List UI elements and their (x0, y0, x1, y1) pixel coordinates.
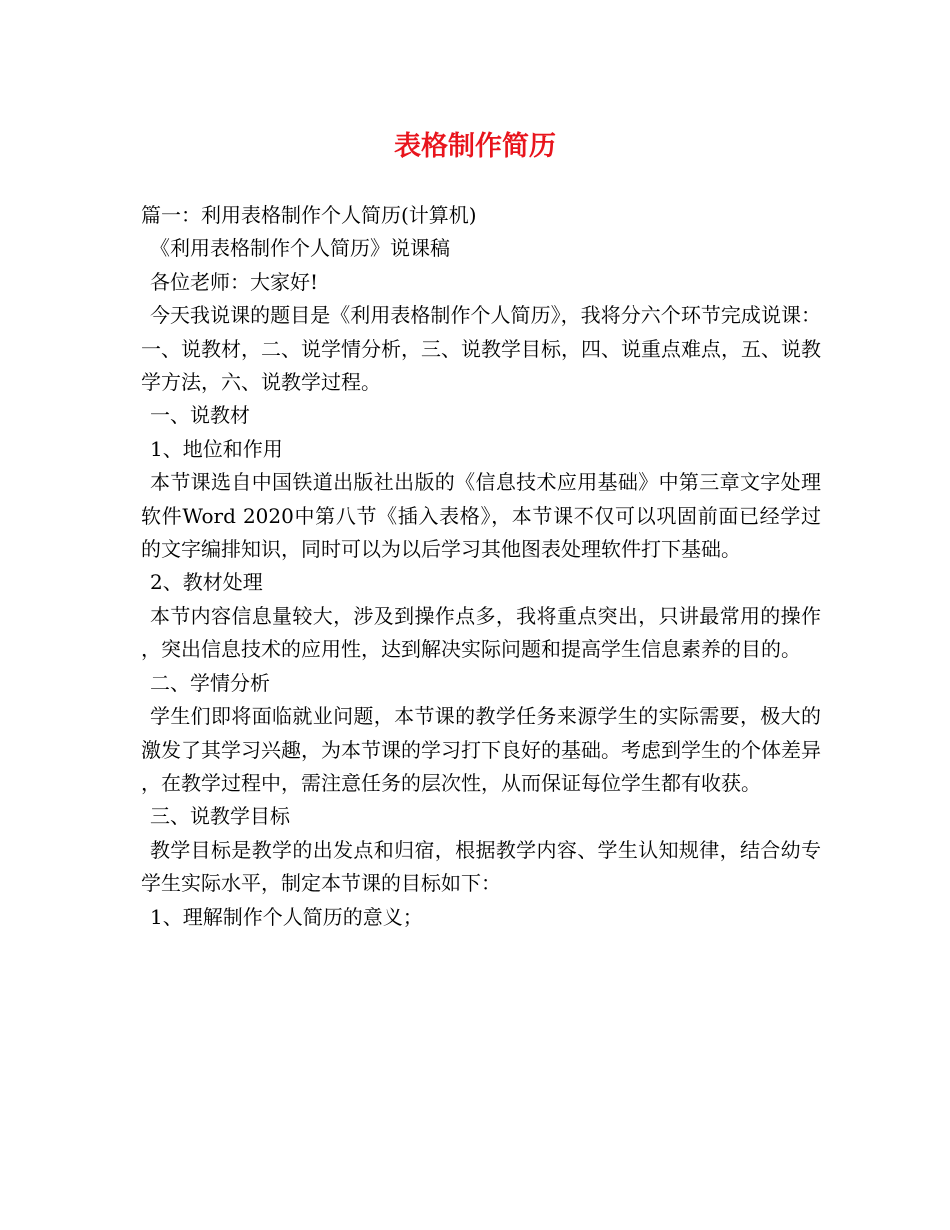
paragraph-lecture-title: 《利用表格制作个人简历》说课稿 (150, 236, 450, 261)
paragraph-material-handling: 本节内容信息量较大，涉及到操作点多，我将重点突出，只讲最常用的操作，突出信息技术的应用性，达到解决实际问题和提高学生信息素养的目的。 (141, 603, 821, 662)
heading-teaching-goals: 三、说教学目标 (150, 804, 290, 829)
paragraph-teaching-goals: 教学目标是教学的出发点和归宿，根据教学内容、学生认知规律，结合幼专学生实际水平，制定本节课的目标如下： (141, 837, 821, 896)
document-title: 表格制作简历 (394, 131, 556, 162)
subheading-position-role: 1、地位和作用 (150, 436, 283, 461)
paragraph-section-heading: 篇一：利用表格制作个人简历(计算机) (141, 203, 477, 227)
paragraph-greeting: 各位老师：大家好! (150, 269, 319, 294)
list-item-goal-1: 1、理解制作个人简历的意义； (150, 904, 423, 929)
paragraph-learner-analysis: 学生们即将面临就业问题，本节课的教学任务来源学生的实际需要，极大的激发了其学习兴趣，为本节课的学习打下良好的基础。考虑到学生的个体差异，在教学过程中，需注意任务的层次性，从而保证每位学生都有收获。 (141, 704, 821, 795)
document-body (141, 199, 821, 934)
subheading-material-handling: 2、教材处理 (150, 570, 263, 595)
heading-learner-analysis: 二、学情分析 (150, 670, 270, 695)
heading-teaching-material: 一、说教材 (150, 403, 250, 428)
paragraph-intro: 今天我说课的题目是《利用表格制作个人简历》，我将分六个环节完成说课：一、说教材，二、说学情分析，三、说教学目标，四、说重点难点，五、说教学方法，六、说教学过程。 (141, 303, 821, 395)
paragraph-position-role: 本节课选自中国铁道出版社出版的《信息技术应用基础》中第三章文字处理软件Word 2020中第八节《插入表格》，本节课不仅可以巩固前面已经学过的文字编排知识，同时可以为以后学习其他图表处理软件打下基础。 (141, 470, 821, 562)
